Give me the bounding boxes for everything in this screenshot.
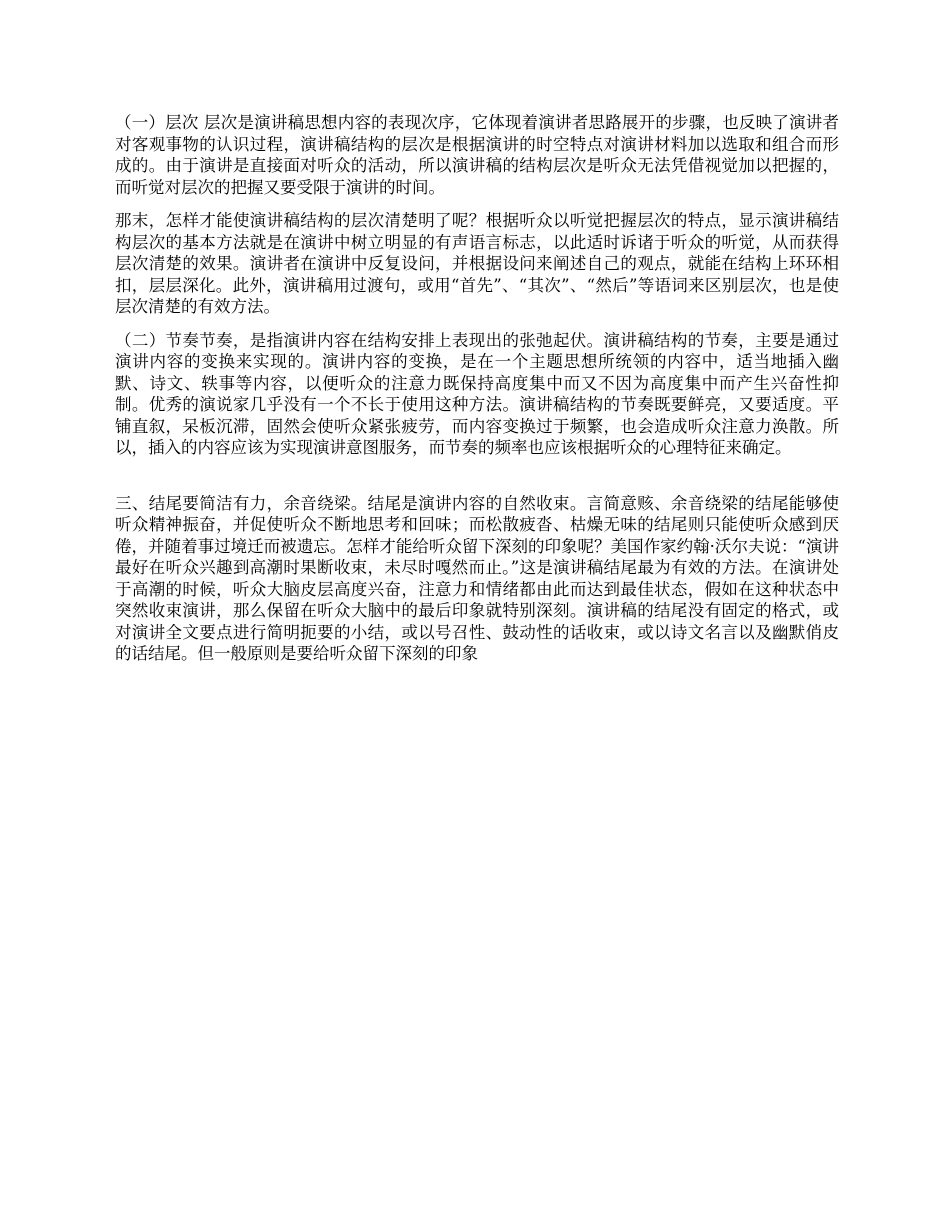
paragraph-levels: （一）层次 层次是演讲稿思想内容的表现次序，它体现着演讲者思路展开的步骤，也反映了演讲者对客观事物的认识过程，演讲稿结构的层次是根据演讲的时空特点对演讲材料加以选取和组合而形成的。由于演讲是直接面对听众的活动，所以演讲稿的结构层次是听众无法凭借视觉加以把握的，而听觉对层次的把握又要受限于演讲的时间。 [115, 113, 839, 197]
paragraph-clarity-methods: 那末，怎样才能使演讲稿结构的层次清楚明了呢？根据听众以听觉把握层次的特点，显示演讲稿结构层次的基本方法就是在演讲中树立明显的有声语言标志，以此适时诉诸于听众的听觉，从而获得层次清楚的效果。演讲者在演讲中反复设问，并根据设问来阐述自己的观点，就能在结构上环环相扣，层层深化。此外，演讲稿用过渡句，或用“首先”、“其次”、“然后”等语词来区别层次，也是使层次清楚的有效方法。 [115, 211, 839, 316]
paragraph-ending: 三、结尾要简洁有力，余音绕梁。结尾是演讲内容的自然收束。言简意赅、余音绕梁的结尾能够使听众精神振奋，并促使听众不断地思考和回味；而松散疲沓、枯燥无味的结尾则只能使听众感到厌倦，并随着事过境迁而被遗忘。怎样才能给听众留下深刻的印象呢？美国作家约翰·沃尔夫说：“演讲最好在听众兴趣到高潮时果断收束，未尽时嘎然而止。”这是演讲稿结尾最为有效的方法。在演讲处于高潮的时候，听众大脑皮层高度兴奋，注意力和情绪都由此而达到最佳状态，假如在这种状态中突然收束演讲，那么保留在听众大脑中的最后印象就特别深刻。演讲稿的结尾没有固定的格式，或对演讲全文要点进行简明扼要的小结，或以号召性、鼓动性的话收束，或以诗文名言以及幽默俏皮的话结尾。但一般原则是要给听众留下深刻的印象 [115, 493, 839, 663]
document-body [115, 112, 839, 665]
section-spacer [115, 459, 839, 493]
paragraph-rhythm: （二）节奏节奏，是指演讲内容在结构安排上表现出的张弛起伏。演讲稿结构的节奏，主要是通过演讲内容的变换来实现的。演讲内容的变换，是在一个主题思想所统领的内容中，适当地插入幽默、诗文、轶事等内容，以便听众的注意力既保持高度集中而又不因为高度集中而产生兴奋性抑制。优秀的演说家几乎没有一个不长于使用这种方法。演讲稿结构的节奏既要鲜亮，又要适度。平铺直叙，呆板沉滞，固然会使听众紧张疲劳，而内容变换过于频繁，也会造成听众注意力涣散。所以，插入的内容应该为实现演讲意图服务，而节奏的频率也应该根据听众的心理特征来确定。 [115, 330, 839, 457]
paragraph-spacer [115, 198, 839, 210]
paragraph-spacer [115, 318, 839, 330]
